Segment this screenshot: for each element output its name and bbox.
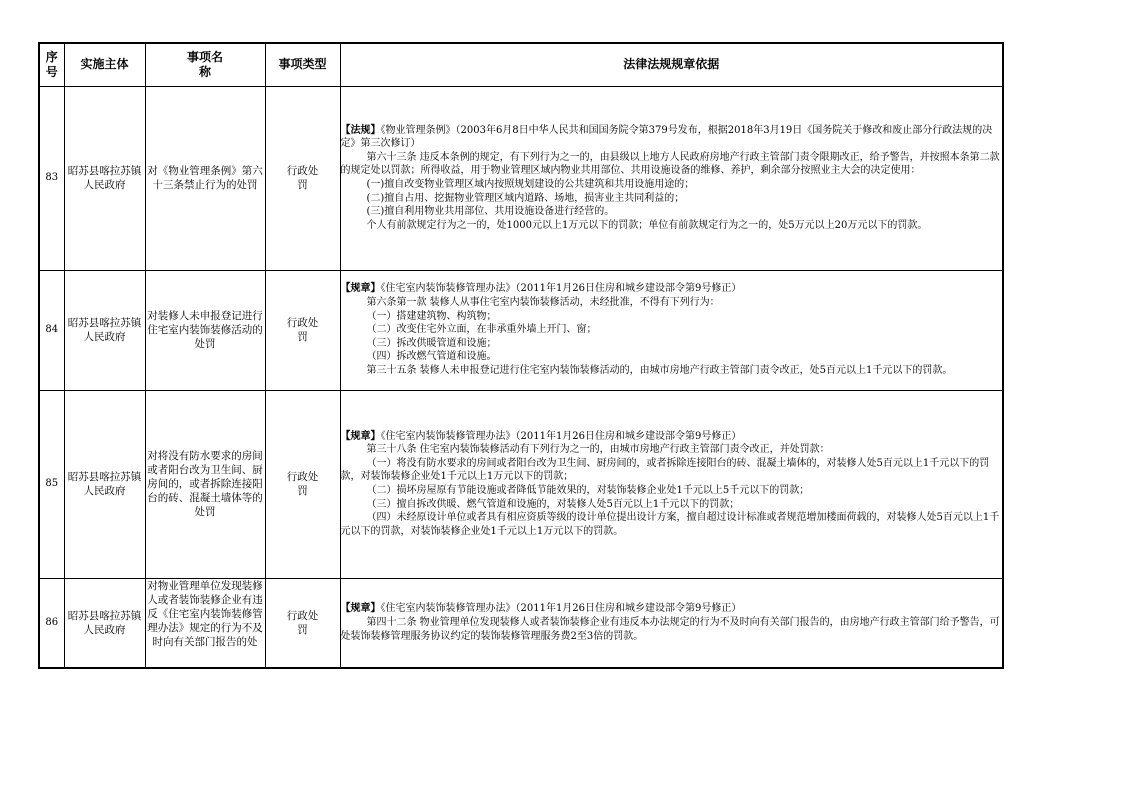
table-row: [39, 86, 1003, 270]
header-entity: 实施主体: [64, 43, 145, 86]
row-item-type: 行政处罚: [265, 86, 340, 270]
table-row: [39, 390, 1003, 578]
row-seq: 86: [39, 578, 64, 668]
table-row: [39, 578, 1003, 668]
row-seq: 84: [39, 270, 64, 390]
row-item-name: 对《物业管理条例》第六十三条禁止行为的处罚: [145, 86, 265, 270]
basis-line: (一)擅自改变物业管理区域内按照规划建设的公共建筑和共用设施用途的；: [366, 179, 695, 190]
basis-line: 第六条第一款 装修人从事住宅室内装饰装修活动，未经批准，不得有下列行为：: [366, 297, 720, 309]
row-basis: [340, 390, 1003, 578]
row-entity: 昭苏县喀拉苏镇人民政府: [64, 270, 145, 390]
regulation-table: [38, 42, 1004, 669]
basis-line: （二）损坏房屋原有节能设施或者降低节能效果的，对装饰装修企业处1千元以上5千元以下的罚款；: [366, 485, 810, 496]
basis-line: （三）擅自拆改供暖、燃气管道和设施的，对装修人处5百元以上1千元以下的罚款；: [366, 498, 740, 510]
basis-tag: 【规章】: [340, 430, 381, 442]
row-basis: [340, 578, 1003, 668]
row-entity: 昭苏县喀拉苏镇人民政府: [64, 390, 145, 578]
basis-line: (三)擅自利用物业共用部位、共用设施设备进行经营的。: [366, 206, 615, 218]
row-seq: 83: [39, 86, 64, 270]
header-row: [39, 43, 1003, 86]
row-item-name: 对装修人未申报登记进行住宅室内装饰装修活动的处罚: [145, 270, 265, 390]
basis-line: （一）搭建建筑物、构筑物；: [366, 310, 497, 322]
basis-line: 第三十五条 装修人未申报登记进行住宅室内装饰装修活动的，由城市房地产行政主管部门责令改正，处5百元以上1千元以下的罚款。: [366, 364, 953, 376]
header-basis: 法律法规规章依据: [340, 43, 1003, 86]
basis-line: （四）拆改燃气管道和设施。: [366, 351, 497, 363]
basis-line: （三）拆改供暖管道和设施；: [366, 337, 497, 349]
basis-source: 《住宅室内装饰装修管理办法》（2011年1月26日住房和城乡建设部令第9号修正）: [380, 430, 742, 442]
row-item-name-cell: [145, 578, 265, 668]
table-row: [39, 270, 1003, 390]
row-item-name: 对物业管理单位发现装修人或者装饰装修企业有违反《住宅室内装饰装修管理办法》规定的行为不及时向有关部门报告的处: [147, 579, 263, 648]
basis-source: 《住宅室内装饰装修管理办法》（2011年1月26日住房和城乡建设部令第9号修正）: [380, 603, 742, 615]
basis-line: 第三十八条 住宅室内装饰装修活动有下列行为之一的，由城市房地产行政主管部门责令改正，并处罚款：: [366, 444, 830, 456]
row-item-name: 对将没有防水要求的房间或者阳台改为卫生间、厨房间的，或者拆除连接阳台的砖、混凝土墙体等的处罚: [145, 390, 265, 578]
basis-line: (二)擅自占用、挖掘物业管理区域内道路、场地，损害业主共同利益的；: [366, 192, 685, 204]
row-entity: 昭苏县喀拉苏镇人民政府: [64, 86, 145, 270]
row-entity: 昭苏县喀拉苏镇人民政府: [64, 578, 145, 668]
basis-line: （一）将没有防水要求的房间或者阳台改为卫生间、厨房间的，或者拆除连接阳台的砖、混凝土墙体的，对装修人处5百元以上1千元以下的罚款，对装饰装修企业处1千元以上1万元以下的罚款；: [340, 457, 990, 483]
basis-source: 《物业管理条例》（2003年6月8日中华人民共和国国务院令第379号发布，根据2018年3月19日《国务院关于修改和废止部分行政法规的决定》第三次修订）: [340, 124, 993, 150]
basis-line: （四）未经原设计单位或者具有相应资质等级的设计单位提出设计方案，擅自超过设计标准或者规范增加楼面荷载的，对装修人处5百元以上1千元以下的罚款，对装饰装修企业处1千元以上1万元以下的罚款。: [340, 512, 1000, 537]
header-seq: 序号: [39, 43, 64, 86]
row-basis: [340, 270, 1003, 390]
basis-line: 第四十二条 物业管理单位发现装修人或者装饰装修企业有违反本办法规定的行为不及时向有关部门报告的，由房地产行政主管部门给予警告，可处装饰装修管理服务协议约定的装饰装修管理服务费2至3倍的罚款。: [340, 616, 1000, 642]
basis-line: 第六十三条 违反本条例的规定，有下列行为之一的，由县级以上地方人民政府房地产行政主管部门责令限期改正，给予警告，并按照本条第二款的规定处以罚款；所得收益，用于物业管理区域内物业共用部位、共用设施设备的维修、养护，剩余部分按照业主大会的决定使用：: [340, 151, 1000, 177]
header-item-name: 事项名称: [145, 43, 265, 86]
basis-line: （二）改变住宅外立面，在非承重外墙上开门、窗；: [366, 324, 597, 336]
basis-tag: 【法规】: [340, 124, 381, 136]
row-item-type: 行政处罚: [265, 270, 340, 390]
row-item-type: 行政处罚: [265, 390, 340, 578]
row-seq: 85: [39, 390, 64, 578]
header-item-type: 事项类型: [265, 43, 340, 86]
basis-line: 个人有前款规定行为之一的，处1000元以上1万元以下的罚款；单位有前款规定行为之一的，处5万元以上20万元以下的罚款。: [366, 219, 928, 231]
row-basis: [340, 86, 1003, 270]
row-item-type: 行政处罚: [265, 578, 340, 668]
basis-source: 《住宅室内装饰装修管理办法》（2011年1月26日住房和城乡建设部令第9号修正）: [380, 283, 742, 295]
basis-tag: 【规章】: [340, 603, 381, 615]
basis-tag: 【规章】: [340, 283, 381, 295]
